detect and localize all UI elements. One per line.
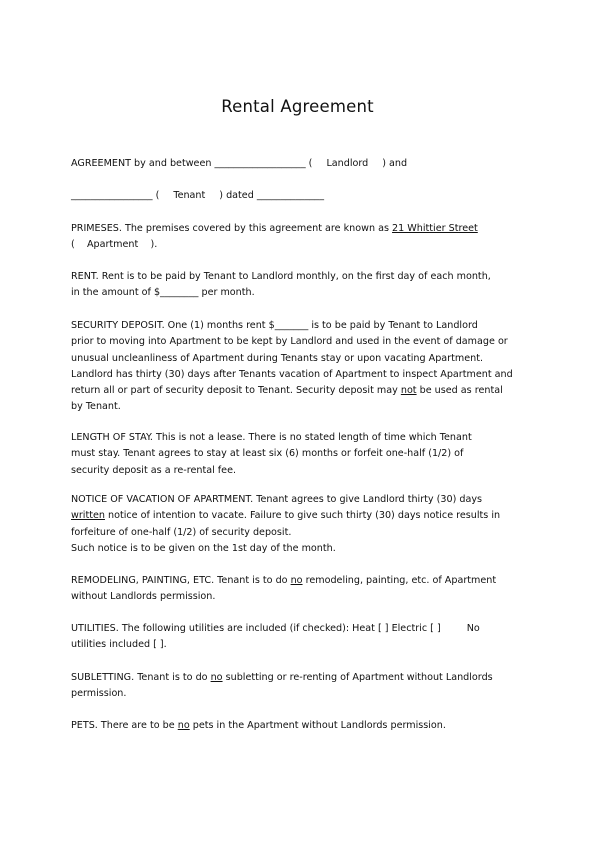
stay-line-1: LENGTH OF STAY. This is not a lease. There is no stated length of time which Tenant [71,432,472,443]
security-deposit-clause [71,318,526,416]
document-title: Rental Agreement [221,97,374,116]
pets-line-1 [71,718,526,734]
utilities-text-b: No [466,623,480,634]
deposit-line-5 [71,383,526,399]
pets-clause [71,718,526,734]
pets-no: no [177,720,190,731]
agreement-text-a: AGREEMENT by and between ___________________ ( [71,158,313,169]
deposit-text-a: return all or part of security deposit to Tenant. Security deposit may [71,385,398,397]
agreement-text-b: ) and [382,158,408,169]
utilities-line-2: utilities included [ ]. [71,639,167,651]
notice-line-4: Such notice is to be given on the 1st day of the month. [71,542,336,554]
rent-clause [71,269,526,302]
premises-text: PRIMESES. The premises covered by this agreement are known as [71,223,389,234]
premises-address: 21 Whittier Street [392,223,478,234]
deposit-line-6: by Tenant. [71,401,121,413]
tenant-label: Tenant [173,190,206,202]
notice-text-b: notice of intention to vacate. Failure to give such thirty (30) days notice results in [108,510,501,522]
sublet-no: no [210,672,223,683]
remodel-no: no [290,575,303,586]
notice-written: written [71,510,105,522]
notice-of-vacation-clause [71,492,526,557]
deposit-not: not [400,385,417,397]
deposit-line-2: prior to moving into Apartment to be kept by Landlord and used in the event of damage or [71,336,508,348]
remodel-text-a: REMODELING, PAINTING, ETC. Tenant is to do [71,575,288,586]
utilities-clause [71,621,526,654]
subletting-clause [71,670,526,703]
agreement-clause [71,156,526,205]
agreement-line-1 [71,156,526,172]
sublet-text-a: SUBLETTING. Tenant is to do [71,672,208,683]
deposit-line-3: unusual uncleanliness of Apartment during Tenants stay or upon vacating Apartment. [71,352,484,364]
remodel-line-2: without Landlords permission. [71,591,216,603]
utilities-line-1 [71,621,526,637]
remodel-line-1 [71,573,526,589]
landlord-label: Landlord [326,158,369,169]
agreement-text-d: ) dated ______________ [219,190,325,202]
notice-line-2 [71,508,526,524]
deposit-line-4: Landlord has thirty (30) days after Tenants vacation of Apartment to inspect Apartment and [71,368,513,380]
premises-clause [71,221,526,254]
notice-line-3: forfeiture of one-half (1/2) of security deposit. [71,526,292,538]
premises-line-1 [71,221,526,237]
notice-line-1: NOTICE OF VACATION OF APARTMENT. Tenant agrees to give Landlord thirty (30) days [71,494,483,505]
stay-line-2: must stay. Tenant agrees to stay at least six (6) months or forfeit one-half (1/2) of [71,448,464,460]
stay-line-3: security deposit as a re-rental fee. [71,464,237,476]
agreement-text-c: _________________ ( [71,190,160,202]
rent-line-2: in the amount of $________ per month. [71,287,255,299]
length-of-stay-clause [71,430,526,479]
sublet-text-b: subletting or re-renting of Apartment without Landlords [225,672,493,683]
sublet-line-2: permission. [71,688,127,700]
pets-text-a: PETS. There are to be [71,720,175,731]
deposit-text-b: be used as rental [419,385,503,397]
agreement-line-2 [71,188,526,204]
rent-line-1: RENT. Rent is to be paid by Tenant to Landlord monthly, on the first day of each month, [71,271,491,282]
remodeling-clause [71,573,526,606]
premises-line-2: ( Apartment ). [71,239,158,251]
utilities-text-a: UTILITIES. The following utilities are included (if checked): Heat [ ] Electric [ ] [71,623,441,634]
deposit-line-1: SECURITY DEPOSIT. One (1) months rent $_______ is to be paid by Tenant to Landlord [71,320,478,331]
sublet-line-1 [71,670,526,686]
remodel-text-b: remodeling, painting, etc. of Apartment [305,575,497,586]
pets-text-b: pets in the Apartment without Landlords permission. [192,720,446,731]
